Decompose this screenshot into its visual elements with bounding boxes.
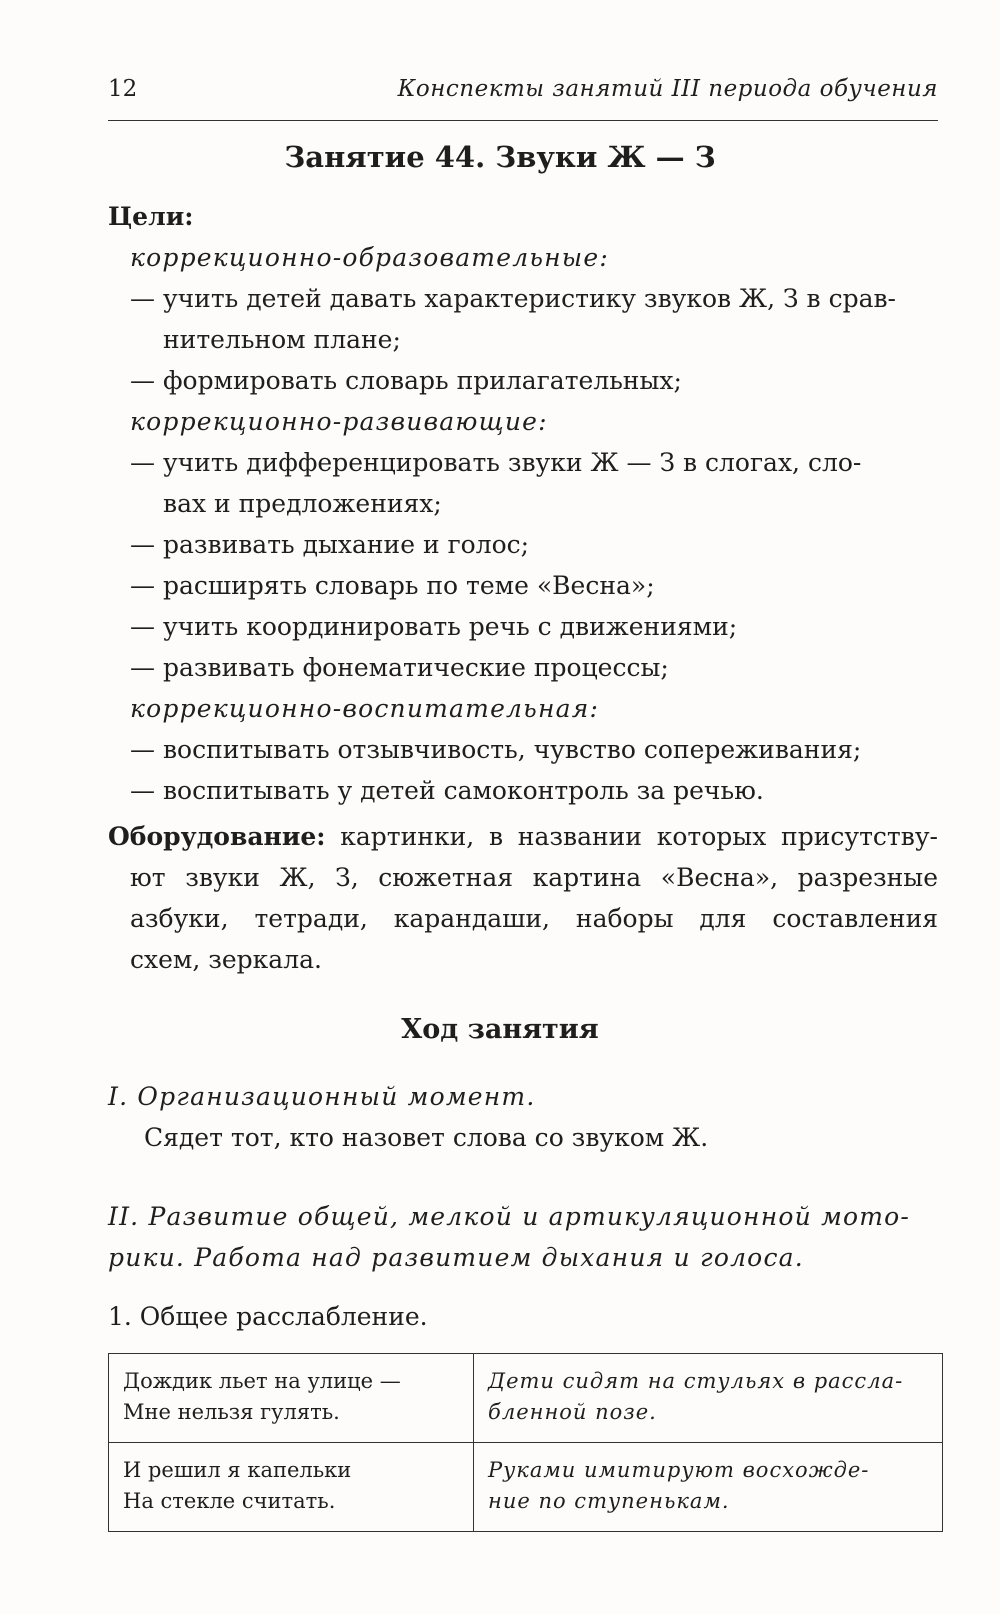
equipment-line: азбуки, тетради, карандаши, наборы для составления bbox=[130, 904, 938, 933]
goals-label: Цели: bbox=[108, 202, 194, 231]
action-line: Руками имитируют восхожде- bbox=[488, 1458, 870, 1482]
table-row bbox=[109, 1354, 943, 1443]
goal-item: — расширять словарь по теме «Весна»; bbox=[130, 571, 655, 600]
verse-line: Мне нельзя гулять. bbox=[123, 1400, 340, 1424]
goal-item: — воспитывать у детей самоконтроль за речью. bbox=[130, 776, 764, 805]
table-row bbox=[109, 1443, 943, 1532]
goals-group-heading: коррекционно-образовательные: bbox=[130, 243, 609, 272]
page-header bbox=[108, 72, 938, 121]
lesson-title: Занятие 44. Звуки Ж — З bbox=[284, 140, 716, 174]
goal-item: — формировать словарь прилагательных; bbox=[130, 366, 682, 395]
verse-cell bbox=[109, 1354, 474, 1443]
equipment-section bbox=[108, 816, 938, 980]
goals-group-heading: коррекционно-развивающие: bbox=[130, 407, 548, 436]
course-heading: Ход занятия bbox=[401, 1014, 599, 1045]
goal-item: — воспитывать отзывчивость, чувство сопереживания; bbox=[130, 735, 862, 764]
equipment-line: схем, зеркала. bbox=[130, 945, 322, 974]
equipment-text: картинки, в названии которых присутству- bbox=[340, 822, 938, 851]
goal-item: — развивать дыхание и голос; bbox=[130, 530, 530, 559]
section-2-title-continuation: рики. Работа над развитием дыхания и голоса. bbox=[108, 1243, 804, 1272]
equipment-line bbox=[108, 816, 938, 857]
section-1-text: Сядет тот, кто назовет слова со звуком Ж. bbox=[144, 1123, 709, 1152]
goal-item-continuation: нительном плане; bbox=[163, 325, 401, 354]
goal-item: — учить детей давать характеристику звуков Ж, З в срав- bbox=[130, 284, 897, 313]
verse-cell bbox=[109, 1443, 474, 1532]
section-2-title: II. Развитие общей, мелкой и артикуляционной мото- bbox=[108, 1202, 911, 1231]
running-title: Конспекты занятий III периода обучения bbox=[397, 76, 938, 102]
goals-section bbox=[108, 196, 938, 811]
equipment-label: Оборудование: bbox=[108, 822, 326, 851]
action-line: бленной позе. bbox=[488, 1400, 657, 1424]
section-1 bbox=[108, 1076, 938, 1158]
verse-line: Дождик льет на улице — bbox=[123, 1369, 401, 1393]
goals-group-heading: коррекционно-воспитательная: bbox=[130, 694, 600, 723]
item-1: 1. Общее расслабление. bbox=[108, 1302, 428, 1331]
goal-item: — учить дифференцировать звуки Ж — З в слогах, сло- bbox=[130, 448, 862, 477]
goal-item-continuation: вах и предложениях; bbox=[163, 489, 442, 518]
action-cell bbox=[474, 1443, 943, 1532]
goal-item: — учить координировать речь с движениями; bbox=[130, 612, 738, 641]
verse-line: И решил я капельки bbox=[123, 1458, 352, 1482]
action-line: ние по ступенькам. bbox=[488, 1489, 730, 1513]
section-1-title: I. Организационный момент. bbox=[108, 1082, 536, 1111]
section-2 bbox=[108, 1196, 938, 1278]
verse-table bbox=[108, 1353, 943, 1532]
page-number: 12 bbox=[108, 76, 138, 102]
action-line: Дети сидят на стульях в рассла- bbox=[488, 1369, 904, 1393]
goal-item: — развивать фонематические процессы; bbox=[130, 653, 669, 682]
equipment-line: ют звуки Ж, З, сюжетная картина «Весна», разрезные bbox=[130, 863, 938, 892]
verse-line: На стекле считать. bbox=[123, 1489, 336, 1513]
action-cell bbox=[474, 1354, 943, 1443]
